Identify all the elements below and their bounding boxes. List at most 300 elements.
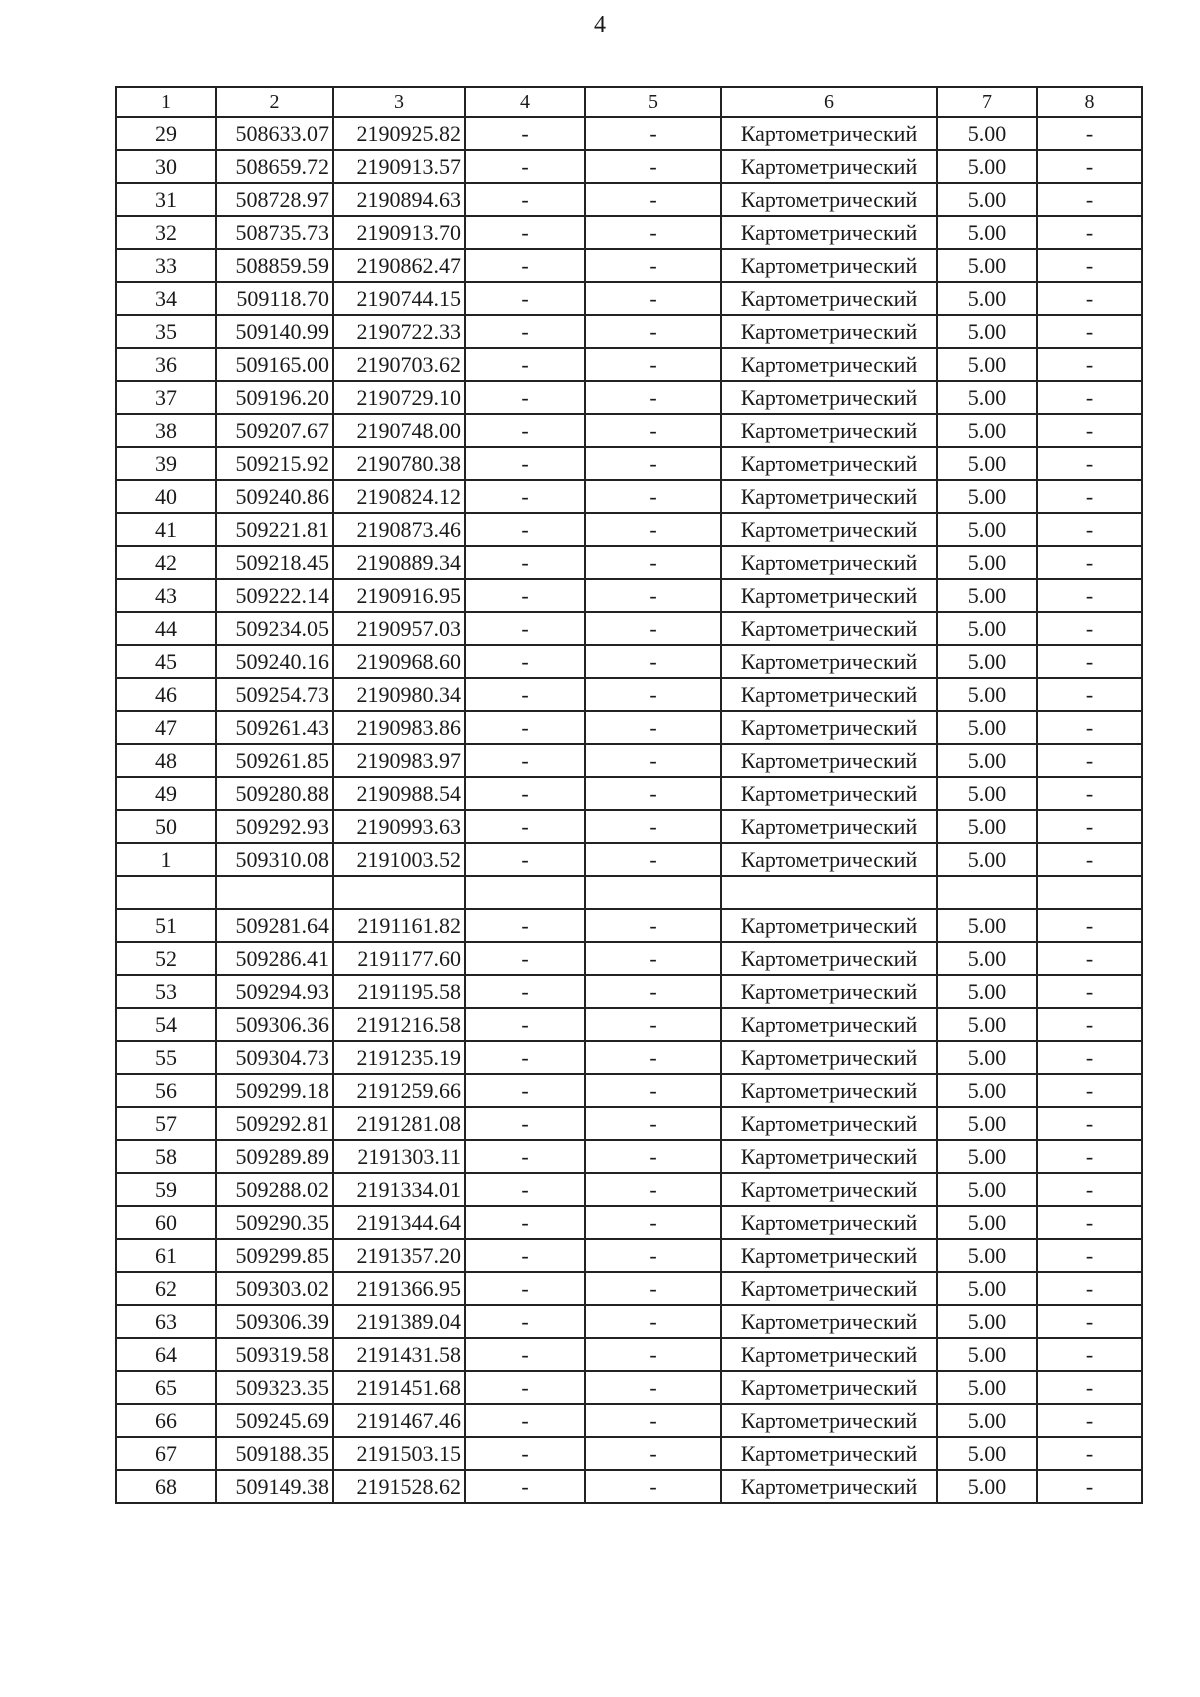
- method-cell: Картометрический: [721, 249, 937, 282]
- col-8-cell: [1037, 876, 1142, 909]
- point-number-cell: 43: [116, 579, 216, 612]
- col-8-cell: -: [1037, 1470, 1142, 1503]
- table-row: [116, 1470, 1142, 1503]
- table-row: [116, 678, 1142, 711]
- table-row: [116, 876, 1142, 909]
- y-coordinate-cell: 2190729.10: [333, 381, 465, 414]
- y-coordinate-cell: 2190957.03: [333, 612, 465, 645]
- x-coordinate-cell: 509222.14: [216, 579, 333, 612]
- x-coordinate-cell: 509149.38: [216, 1470, 333, 1503]
- point-number-cell: 35: [116, 315, 216, 348]
- table-row: [116, 315, 1142, 348]
- col-4-cell: -: [465, 183, 585, 216]
- col-5-cell: -: [585, 744, 721, 777]
- accuracy-cell: [937, 876, 1037, 909]
- col-5-cell: -: [585, 1239, 721, 1272]
- table-row: [116, 447, 1142, 480]
- table-row: [116, 546, 1142, 579]
- col-4-cell: -: [465, 1206, 585, 1239]
- header-cell: 6: [721, 87, 937, 117]
- col-8-cell: -: [1037, 1404, 1142, 1437]
- col-4-cell: -: [465, 1041, 585, 1074]
- accuracy-cell: 5.00: [937, 1041, 1037, 1074]
- method-cell: Картометрический: [721, 1008, 937, 1041]
- accuracy-cell: 5.00: [937, 942, 1037, 975]
- y-coordinate-cell: [333, 876, 465, 909]
- accuracy-cell: 5.00: [937, 1272, 1037, 1305]
- accuracy-cell: 5.00: [937, 678, 1037, 711]
- method-cell: Картометрический: [721, 1470, 937, 1503]
- col-8-cell: -: [1037, 744, 1142, 777]
- col-4-cell: -: [465, 1107, 585, 1140]
- y-coordinate-cell: 2191281.08: [333, 1107, 465, 1140]
- point-number-cell: 55: [116, 1041, 216, 1074]
- table-row: [116, 1206, 1142, 1239]
- header-cell: 3: [333, 87, 465, 117]
- col-8-cell: -: [1037, 975, 1142, 1008]
- y-coordinate-cell: 2191216.58: [333, 1008, 465, 1041]
- y-coordinate-cell: 2190780.38: [333, 447, 465, 480]
- point-number-cell: 66: [116, 1404, 216, 1437]
- x-coordinate-cell: 509299.18: [216, 1074, 333, 1107]
- point-number-cell: 37: [116, 381, 216, 414]
- accuracy-cell: 5.00: [937, 117, 1037, 150]
- col-8-cell: -: [1037, 315, 1142, 348]
- x-coordinate-cell: 509188.35: [216, 1437, 333, 1470]
- col-5-cell: -: [585, 1338, 721, 1371]
- col-8-cell: -: [1037, 579, 1142, 612]
- col-8-cell: -: [1037, 843, 1142, 876]
- col-4-cell: -: [465, 150, 585, 183]
- accuracy-cell: 5.00: [937, 1305, 1037, 1338]
- col-4-cell: -: [465, 645, 585, 678]
- accuracy-cell: 5.00: [937, 579, 1037, 612]
- col-5-cell: -: [585, 546, 721, 579]
- method-cell: Картометрический: [721, 744, 937, 777]
- method-cell: Картометрический: [721, 909, 937, 942]
- col-4-cell: -: [465, 579, 585, 612]
- accuracy-cell: 5.00: [937, 183, 1037, 216]
- col-8-cell: -: [1037, 183, 1142, 216]
- method-cell: Картометрический: [721, 414, 937, 447]
- col-5-cell: -: [585, 1206, 721, 1239]
- col-4-cell: -: [465, 480, 585, 513]
- point-number-cell: 58: [116, 1140, 216, 1173]
- table-row: [116, 249, 1142, 282]
- y-coordinate-cell: 2191177.60: [333, 942, 465, 975]
- point-number-cell: 48: [116, 744, 216, 777]
- point-number-cell: 62: [116, 1272, 216, 1305]
- col-5-cell: -: [585, 216, 721, 249]
- table-row: [116, 1305, 1142, 1338]
- table-row: [116, 579, 1142, 612]
- point-number-cell: 51: [116, 909, 216, 942]
- col-4-cell: -: [465, 744, 585, 777]
- col-5-cell: -: [585, 942, 721, 975]
- point-number-cell: 50: [116, 810, 216, 843]
- accuracy-cell: 5.00: [937, 249, 1037, 282]
- y-coordinate-cell: 2191451.68: [333, 1371, 465, 1404]
- header-cell: 2: [216, 87, 333, 117]
- point-number-cell: 46: [116, 678, 216, 711]
- point-number-cell: 44: [116, 612, 216, 645]
- col-8-cell: -: [1037, 1206, 1142, 1239]
- accuracy-cell: 5.00: [937, 612, 1037, 645]
- x-coordinate-cell: 509280.88: [216, 777, 333, 810]
- accuracy-cell: 5.00: [937, 1437, 1037, 1470]
- table-row: [116, 744, 1142, 777]
- y-coordinate-cell: 2191431.58: [333, 1338, 465, 1371]
- col-8-cell: -: [1037, 282, 1142, 315]
- col-4-cell: -: [465, 1140, 585, 1173]
- table-row: [116, 480, 1142, 513]
- col-5-cell: -: [585, 1074, 721, 1107]
- col-8-cell: -: [1037, 1173, 1142, 1206]
- header-cell: 4: [465, 87, 585, 117]
- method-cell: Картометрический: [721, 942, 937, 975]
- table-row: [116, 150, 1142, 183]
- x-coordinate-cell: 509118.70: [216, 282, 333, 315]
- col-5-cell: [585, 876, 721, 909]
- x-coordinate-cell: 509261.43: [216, 711, 333, 744]
- accuracy-cell: 5.00: [937, 1074, 1037, 1107]
- x-coordinate-cell: 509254.73: [216, 678, 333, 711]
- accuracy-cell: 5.00: [937, 1008, 1037, 1041]
- x-coordinate-cell: 509165.00: [216, 348, 333, 381]
- accuracy-cell: 5.00: [937, 447, 1037, 480]
- table-row: [116, 1041, 1142, 1074]
- x-coordinate-cell: 509196.20: [216, 381, 333, 414]
- point-number-cell: 56: [116, 1074, 216, 1107]
- point-number-cell: 30: [116, 150, 216, 183]
- x-coordinate-cell: 509292.81: [216, 1107, 333, 1140]
- col-4-cell: -: [465, 414, 585, 447]
- point-number-cell: 53: [116, 975, 216, 1008]
- y-coordinate-cell: 2190925.82: [333, 117, 465, 150]
- col-8-cell: -: [1037, 513, 1142, 546]
- col-4-cell: -: [465, 810, 585, 843]
- col-4-cell: -: [465, 1239, 585, 1272]
- x-coordinate-cell: [216, 876, 333, 909]
- method-cell: Картометрический: [721, 1338, 937, 1371]
- point-number-cell: 65: [116, 1371, 216, 1404]
- col-5-cell: -: [585, 1140, 721, 1173]
- point-number-cell: 63: [116, 1305, 216, 1338]
- col-5-cell: -: [585, 348, 721, 381]
- col-5-cell: -: [585, 117, 721, 150]
- col-4-cell: -: [465, 1173, 585, 1206]
- header-cell: 7: [937, 87, 1037, 117]
- y-coordinate-cell: 2190988.54: [333, 777, 465, 810]
- y-coordinate-cell: 2190913.57: [333, 150, 465, 183]
- method-cell: Картометрический: [721, 1140, 937, 1173]
- x-coordinate-cell: 509323.35: [216, 1371, 333, 1404]
- point-number-cell: 59: [116, 1173, 216, 1206]
- point-number-cell: 36: [116, 348, 216, 381]
- point-number-cell: 39: [116, 447, 216, 480]
- col-8-cell: -: [1037, 546, 1142, 579]
- accuracy-cell: 5.00: [937, 480, 1037, 513]
- col-4-cell: -: [465, 942, 585, 975]
- accuracy-cell: 5.00: [937, 777, 1037, 810]
- col-4-cell: -: [465, 975, 585, 1008]
- point-number-cell: 40: [116, 480, 216, 513]
- x-coordinate-cell: 509207.67: [216, 414, 333, 447]
- col-8-cell: -: [1037, 645, 1142, 678]
- point-number-cell: 33: [116, 249, 216, 282]
- table-row: [116, 183, 1142, 216]
- method-cell: Картометрический: [721, 645, 937, 678]
- col-5-cell: -: [585, 843, 721, 876]
- x-coordinate-cell: 509299.85: [216, 1239, 333, 1272]
- y-coordinate-cell: 2191467.46: [333, 1404, 465, 1437]
- y-coordinate-cell: 2191161.82: [333, 909, 465, 942]
- col-5-cell: -: [585, 777, 721, 810]
- col-5-cell: -: [585, 810, 721, 843]
- page-number: 4: [594, 12, 606, 38]
- point-number-cell: 64: [116, 1338, 216, 1371]
- table-row: [116, 1107, 1142, 1140]
- col-4-cell: -: [465, 216, 585, 249]
- y-coordinate-cell: 2191303.11: [333, 1140, 465, 1173]
- y-coordinate-cell: 2191259.66: [333, 1074, 465, 1107]
- x-coordinate-cell: 509303.02: [216, 1272, 333, 1305]
- x-coordinate-cell: 509281.64: [216, 909, 333, 942]
- col-4-cell: -: [465, 909, 585, 942]
- col-8-cell: -: [1037, 1107, 1142, 1140]
- y-coordinate-cell: 2191503.15: [333, 1437, 465, 1470]
- x-coordinate-cell: 509261.85: [216, 744, 333, 777]
- method-cell: Картометрический: [721, 1239, 937, 1272]
- method-cell: Картометрический: [721, 1107, 937, 1140]
- x-coordinate-cell: 508633.07: [216, 117, 333, 150]
- accuracy-cell: 5.00: [937, 810, 1037, 843]
- col-4-cell: -: [465, 1404, 585, 1437]
- col-8-cell: -: [1037, 1437, 1142, 1470]
- col-8-cell: -: [1037, 777, 1142, 810]
- col-4-cell: -: [465, 678, 585, 711]
- x-coordinate-cell: 509240.16: [216, 645, 333, 678]
- col-4-cell: [465, 876, 585, 909]
- col-5-cell: -: [585, 249, 721, 282]
- col-4-cell: -: [465, 1008, 585, 1041]
- table-row: [116, 1404, 1142, 1437]
- table-row: [116, 975, 1142, 1008]
- col-5-cell: -: [585, 282, 721, 315]
- col-8-cell: -: [1037, 249, 1142, 282]
- x-coordinate-cell: 509234.05: [216, 612, 333, 645]
- x-coordinate-cell: 508735.73: [216, 216, 333, 249]
- col-4-cell: -: [465, 117, 585, 150]
- table-row: [116, 843, 1142, 876]
- x-coordinate-cell: 509288.02: [216, 1173, 333, 1206]
- x-coordinate-cell: 509289.89: [216, 1140, 333, 1173]
- y-coordinate-cell: 2190722.33: [333, 315, 465, 348]
- col-8-cell: -: [1037, 1140, 1142, 1173]
- col-4-cell: -: [465, 1338, 585, 1371]
- accuracy-cell: 5.00: [937, 513, 1037, 546]
- accuracy-cell: 5.00: [937, 1173, 1037, 1206]
- y-coordinate-cell: 2191195.58: [333, 975, 465, 1008]
- method-cell: Картометрический: [721, 315, 937, 348]
- accuracy-cell: 5.00: [937, 1404, 1037, 1437]
- method-cell: Картометрический: [721, 1074, 937, 1107]
- point-number-cell: 38: [116, 414, 216, 447]
- col-8-cell: -: [1037, 810, 1142, 843]
- header-cell: 1: [116, 87, 216, 117]
- point-number-cell: 45: [116, 645, 216, 678]
- col-8-cell: -: [1037, 1239, 1142, 1272]
- col-5-cell: -: [585, 579, 721, 612]
- accuracy-cell: 5.00: [937, 975, 1037, 1008]
- col-5-cell: -: [585, 1470, 721, 1503]
- table-row: [116, 1008, 1142, 1041]
- table-row: [116, 1371, 1142, 1404]
- table-row: [116, 1338, 1142, 1371]
- method-cell: Картометрический: [721, 579, 937, 612]
- col-4-cell: -: [465, 546, 585, 579]
- col-8-cell: -: [1037, 678, 1142, 711]
- accuracy-cell: 5.00: [937, 216, 1037, 249]
- y-coordinate-cell: 2190983.86: [333, 711, 465, 744]
- point-number-cell: 29: [116, 117, 216, 150]
- col-8-cell: -: [1037, 480, 1142, 513]
- method-cell: Картометрический: [721, 1041, 937, 1074]
- col-5-cell: -: [585, 1107, 721, 1140]
- method-cell: [721, 876, 937, 909]
- y-coordinate-cell: 2190873.46: [333, 513, 465, 546]
- y-coordinate-cell: 2190993.63: [333, 810, 465, 843]
- col-8-cell: -: [1037, 612, 1142, 645]
- y-coordinate-cell: 2191334.01: [333, 1173, 465, 1206]
- col-5-cell: -: [585, 711, 721, 744]
- accuracy-cell: 5.00: [937, 645, 1037, 678]
- table-row: [116, 414, 1142, 447]
- x-coordinate-cell: 509240.86: [216, 480, 333, 513]
- col-5-cell: -: [585, 1371, 721, 1404]
- x-coordinate-cell: 509306.36: [216, 1008, 333, 1041]
- table-row: [116, 645, 1142, 678]
- method-cell: Картометрический: [721, 183, 937, 216]
- y-coordinate-cell: 2190824.12: [333, 480, 465, 513]
- point-number-cell: 47: [116, 711, 216, 744]
- point-number-cell: 67: [116, 1437, 216, 1470]
- method-cell: Картометрический: [721, 216, 937, 249]
- col-5-cell: -: [585, 1041, 721, 1074]
- header-cell: 5: [585, 87, 721, 117]
- col-8-cell: -: [1037, 1305, 1142, 1338]
- y-coordinate-cell: 2190748.00: [333, 414, 465, 447]
- col-5-cell: -: [585, 1173, 721, 1206]
- point-number-cell: 1: [116, 843, 216, 876]
- col-4-cell: -: [465, 1272, 585, 1305]
- col-8-cell: -: [1037, 414, 1142, 447]
- point-number-cell: 42: [116, 546, 216, 579]
- col-5-cell: -: [585, 1404, 721, 1437]
- x-coordinate-cell: 509306.39: [216, 1305, 333, 1338]
- method-cell: Картометрический: [721, 1371, 937, 1404]
- y-coordinate-cell: 2191528.62: [333, 1470, 465, 1503]
- col-4-cell: -: [465, 612, 585, 645]
- point-number-cell: 60: [116, 1206, 216, 1239]
- y-coordinate-cell: 2191389.04: [333, 1305, 465, 1338]
- point-number-cell: [116, 876, 216, 909]
- method-cell: Картометрический: [721, 381, 937, 414]
- accuracy-cell: 5.00: [937, 414, 1037, 447]
- x-coordinate-cell: 508859.59: [216, 249, 333, 282]
- method-cell: Картометрический: [721, 117, 937, 150]
- y-coordinate-cell: 2190983.97: [333, 744, 465, 777]
- method-cell: Картометрический: [721, 447, 937, 480]
- method-cell: Картометрический: [721, 348, 937, 381]
- table-row: [116, 1272, 1142, 1305]
- x-coordinate-cell: 509286.41: [216, 942, 333, 975]
- x-coordinate-cell: 509140.99: [216, 315, 333, 348]
- col-5-cell: -: [585, 975, 721, 1008]
- y-coordinate-cell: 2190980.34: [333, 678, 465, 711]
- method-cell: Картометрический: [721, 480, 937, 513]
- col-4-cell: -: [465, 1074, 585, 1107]
- point-number-cell: 52: [116, 942, 216, 975]
- table-row: [116, 513, 1142, 546]
- col-8-cell: -: [1037, 117, 1142, 150]
- table-row: [116, 1140, 1142, 1173]
- method-cell: Картометрический: [721, 1173, 937, 1206]
- accuracy-cell: 5.00: [937, 381, 1037, 414]
- col-8-cell: -: [1037, 216, 1142, 249]
- table-row: [116, 1437, 1142, 1470]
- col-4-cell: -: [465, 843, 585, 876]
- point-number-cell: 68: [116, 1470, 216, 1503]
- table-row: [116, 1074, 1142, 1107]
- col-5-cell: -: [585, 1272, 721, 1305]
- method-cell: Картометрический: [721, 1272, 937, 1305]
- col-4-cell: -: [465, 315, 585, 348]
- coordinates-table: [115, 86, 1143, 1504]
- y-coordinate-cell: 2191357.20: [333, 1239, 465, 1272]
- method-cell: Картометрический: [721, 810, 937, 843]
- accuracy-cell: 5.00: [937, 1107, 1037, 1140]
- table-row: [116, 1239, 1142, 1272]
- col-8-cell: -: [1037, 1338, 1142, 1371]
- x-coordinate-cell: 509294.93: [216, 975, 333, 1008]
- accuracy-cell: 5.00: [937, 315, 1037, 348]
- y-coordinate-cell: 2190862.47: [333, 249, 465, 282]
- col-5-cell: -: [585, 678, 721, 711]
- header-cell: 8: [1037, 87, 1142, 117]
- table-row: [116, 711, 1142, 744]
- accuracy-cell: 5.00: [937, 348, 1037, 381]
- x-coordinate-cell: 509221.81: [216, 513, 333, 546]
- point-number-cell: 32: [116, 216, 216, 249]
- accuracy-cell: 5.00: [937, 1206, 1037, 1239]
- col-8-cell: -: [1037, 348, 1142, 381]
- x-coordinate-cell: 509245.69: [216, 1404, 333, 1437]
- col-8-cell: -: [1037, 1074, 1142, 1107]
- table-row: [116, 348, 1142, 381]
- y-coordinate-cell: 2190913.70: [333, 216, 465, 249]
- method-cell: Картометрический: [721, 975, 937, 1008]
- method-cell: Картометрический: [721, 678, 937, 711]
- method-cell: Картометрический: [721, 282, 937, 315]
- point-number-cell: 49: [116, 777, 216, 810]
- table-row: [116, 282, 1142, 315]
- accuracy-cell: 5.00: [937, 711, 1037, 744]
- col-8-cell: -: [1037, 909, 1142, 942]
- col-4-cell: -: [465, 711, 585, 744]
- x-coordinate-cell: 509218.45: [216, 546, 333, 579]
- method-cell: Картометрический: [721, 1305, 937, 1338]
